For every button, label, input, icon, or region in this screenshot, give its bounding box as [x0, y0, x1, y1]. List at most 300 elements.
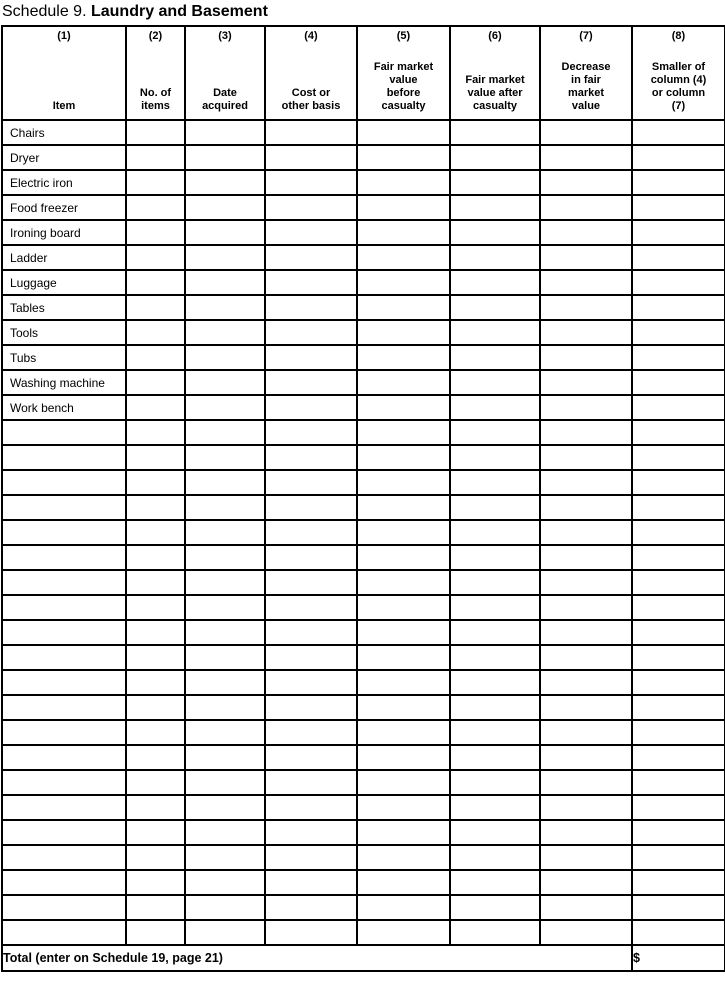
entry-cell-fmv-after-casualty[interactable] — [450, 470, 540, 495]
entry-cell-fmv-after-casualty[interactable] — [450, 120, 540, 145]
entry-cell-smaller-of-col4-or-col7[interactable] — [632, 170, 725, 195]
entry-cell-fmv-before-casualty[interactable] — [357, 470, 450, 495]
entry-cell-decrease-in-fmv[interactable] — [540, 870, 632, 895]
item-entry-cell[interactable] — [2, 670, 126, 695]
entry-cell-date-acquired[interactable] — [185, 345, 265, 370]
item-row — [2, 270, 725, 295]
entry-cell-cost-or-other-basis[interactable] — [265, 345, 357, 370]
entry-cell-no-of-items[interactable] — [126, 895, 185, 920]
column-number: (4) — [304, 30, 318, 42]
entry-cell-fmv-before-casualty[interactable] — [357, 620, 450, 645]
item-entry-cell[interactable] — [2, 470, 126, 495]
entry-cell-date-acquired[interactable] — [185, 370, 265, 395]
entry-cell-date-acquired[interactable] — [185, 270, 265, 295]
entry-cell-fmv-after-casualty[interactable] — [450, 195, 540, 220]
entry-cell-smaller-of-col4-or-col7[interactable] — [632, 745, 725, 770]
entry-cell-fmv-before-casualty[interactable] — [357, 695, 450, 720]
entry-cell-fmv-after-casualty[interactable] — [450, 445, 540, 470]
entry-cell-smaller-of-col4-or-col7[interactable] — [632, 470, 725, 495]
column-label-line: casualty — [381, 100, 426, 112]
item-entry-cell[interactable] — [2, 695, 126, 720]
item-entry-cell[interactable] — [2, 820, 126, 845]
entry-cell-cost-or-other-basis[interactable] — [265, 895, 357, 920]
entry-cell-cost-or-other-basis[interactable] — [265, 270, 357, 295]
entry-cell-fmv-after-casualty[interactable] — [450, 270, 540, 295]
item-entry-cell[interactable] — [2, 520, 126, 545]
entry-cell-fmv-after-casualty[interactable] — [450, 720, 540, 745]
entry-cell-date-acquired[interactable] — [185, 820, 265, 845]
item-entry-cell[interactable] — [2, 495, 126, 520]
entry-cell-smaller-of-col4-or-col7[interactable] — [632, 920, 725, 945]
entry-cell-decrease-in-fmv[interactable] — [540, 720, 632, 745]
entry-cell-fmv-before-casualty[interactable] — [357, 870, 450, 895]
entry-cell-no-of-items[interactable] — [126, 220, 185, 245]
entry-cell-cost-or-other-basis[interactable] — [265, 720, 357, 745]
entry-cell-fmv-after-casualty[interactable] — [450, 595, 540, 620]
column-label — [282, 87, 341, 113]
entry-cell-no-of-items[interactable] — [126, 195, 185, 220]
entry-cell-date-acquired[interactable] — [185, 770, 265, 795]
entry-cell-cost-or-other-basis[interactable] — [265, 395, 357, 420]
entry-cell-no-of-items[interactable] — [126, 445, 185, 470]
entry-cell-fmv-before-casualty[interactable] — [357, 495, 450, 520]
entry-cell-no-of-items[interactable] — [126, 520, 185, 545]
entry-cell-smaller-of-col4-or-col7[interactable] — [632, 695, 725, 720]
entry-cell-no-of-items[interactable] — [126, 570, 185, 595]
entry-cell-decrease-in-fmv[interactable] — [540, 170, 632, 195]
entry-cell-fmv-after-casualty[interactable] — [450, 545, 540, 570]
blank-row — [2, 520, 725, 545]
entry-cell-fmv-after-casualty[interactable] — [450, 870, 540, 895]
entry-cell-fmv-before-casualty[interactable] — [357, 545, 450, 570]
entry-cell-fmv-before-casualty[interactable] — [357, 920, 450, 945]
column-number: (3) — [218, 30, 232, 42]
entry-cell-date-acquired[interactable] — [185, 445, 265, 470]
entry-cell-no-of-items[interactable] — [126, 845, 185, 870]
entry-cell-decrease-in-fmv[interactable] — [540, 595, 632, 620]
entry-cell-no-of-items[interactable] — [126, 470, 185, 495]
entry-cell-date-acquired[interactable] — [185, 120, 265, 145]
entry-cell-smaller-of-col4-or-col7[interactable] — [632, 245, 725, 270]
entry-cell-no-of-items[interactable] — [126, 645, 185, 670]
entry-cell-smaller-of-col4-or-col7[interactable] — [632, 145, 725, 170]
item-row — [2, 195, 725, 220]
entry-cell-decrease-in-fmv[interactable] — [540, 545, 632, 570]
entry-cell-date-acquired[interactable] — [185, 870, 265, 895]
entry-cell-decrease-in-fmv[interactable] — [540, 770, 632, 795]
entry-cell-decrease-in-fmv[interactable] — [540, 795, 632, 820]
entry-cell-smaller-of-col4-or-col7[interactable] — [632, 595, 725, 620]
entry-cell-cost-or-other-basis[interactable] — [265, 370, 357, 395]
entry-cell-date-acquired[interactable] — [185, 220, 265, 245]
item-entry-cell[interactable] — [2, 845, 126, 870]
entry-cell-fmv-after-casualty[interactable] — [450, 520, 540, 545]
entry-cell-smaller-of-col4-or-col7[interactable] — [632, 795, 725, 820]
entry-cell-cost-or-other-basis[interactable] — [265, 120, 357, 145]
entry-cell-no-of-items[interactable] — [126, 670, 185, 695]
entry-cell-cost-or-other-basis[interactable] — [265, 520, 357, 545]
entry-cell-smaller-of-col4-or-col7[interactable] — [632, 670, 725, 695]
entry-cell-no-of-items[interactable] — [126, 795, 185, 820]
entry-cell-cost-or-other-basis[interactable] — [265, 695, 357, 720]
entry-cell-decrease-in-fmv[interactable] — [540, 495, 632, 520]
item-entry-cell[interactable] — [2, 545, 126, 570]
entry-cell-fmv-before-casualty[interactable] — [357, 395, 450, 420]
column-label-line: value after — [467, 87, 523, 99]
item-entry-cell[interactable] — [2, 795, 126, 820]
entry-cell-smaller-of-col4-or-col7[interactable] — [632, 545, 725, 570]
item-name: Dryer — [2, 145, 126, 170]
entry-cell-no-of-items[interactable] — [126, 170, 185, 195]
entry-cell-no-of-items[interactable] — [126, 295, 185, 320]
entry-cell-date-acquired[interactable] — [185, 495, 265, 520]
entry-cell-no-of-items[interactable] — [126, 395, 185, 420]
entry-cell-cost-or-other-basis[interactable] — [265, 245, 357, 270]
entry-cell-smaller-of-col4-or-col7[interactable] — [632, 895, 725, 920]
entry-cell-decrease-in-fmv[interactable] — [540, 445, 632, 470]
entry-cell-date-acquired[interactable] — [185, 895, 265, 920]
entry-cell-fmv-after-casualty[interactable] — [450, 795, 540, 820]
entry-cell-fmv-before-casualty[interactable] — [357, 570, 450, 595]
entry-cell-no-of-items[interactable] — [126, 595, 185, 620]
page-title — [0, 0, 725, 25]
column-header-smaller-of-col4-or-col7 — [632, 26, 725, 120]
entry-cell-fmv-before-casualty[interactable] — [357, 270, 450, 295]
item-entry-cell[interactable] — [2, 595, 126, 620]
entry-cell-fmv-before-casualty[interactable] — [357, 295, 450, 320]
entry-cell-fmv-before-casualty[interactable] — [357, 645, 450, 670]
item-entry-cell[interactable] — [2, 620, 126, 645]
entry-cell-smaller-of-col4-or-col7[interactable] — [632, 320, 725, 345]
entry-cell-fmv-before-casualty[interactable] — [357, 320, 450, 345]
entry-cell-cost-or-other-basis[interactable] — [265, 420, 357, 445]
item-entry-cell[interactable] — [2, 870, 126, 895]
entry-cell-cost-or-other-basis[interactable] — [265, 620, 357, 645]
entry-cell-fmv-before-casualty[interactable] — [357, 720, 450, 745]
entry-cell-decrease-in-fmv[interactable] — [540, 245, 632, 270]
entry-cell-cost-or-other-basis[interactable] — [265, 545, 357, 570]
entry-cell-date-acquired[interactable] — [185, 395, 265, 420]
entry-cell-decrease-in-fmv[interactable] — [540, 420, 632, 445]
entry-cell-fmv-before-casualty[interactable] — [357, 345, 450, 370]
entry-cell-decrease-in-fmv[interactable] — [540, 620, 632, 645]
entry-cell-smaller-of-col4-or-col7[interactable] — [632, 120, 725, 145]
entry-cell-decrease-in-fmv[interactable] — [540, 145, 632, 170]
entry-cell-cost-or-other-basis[interactable] — [265, 295, 357, 320]
entry-cell-date-acquired[interactable] — [185, 745, 265, 770]
entry-cell-fmv-before-casualty[interactable] — [357, 820, 450, 845]
entry-cell-no-of-items[interactable] — [126, 720, 185, 745]
entry-cell-fmv-after-casualty[interactable] — [450, 820, 540, 845]
column-label-line: No. of — [139, 87, 172, 99]
column-number: (8) — [671, 30, 686, 42]
schedule-table — [1, 25, 725, 972]
entry-cell-fmv-before-casualty[interactable] — [357, 445, 450, 470]
entry-cell-smaller-of-col4-or-col7[interactable] — [632, 445, 725, 470]
entry-cell-cost-or-other-basis[interactable] — [265, 795, 357, 820]
entry-cell-decrease-in-fmv[interactable] — [540, 695, 632, 720]
entry-cell-cost-or-other-basis[interactable] — [265, 845, 357, 870]
blank-row — [2, 595, 725, 620]
entry-cell-fmv-after-casualty[interactable] — [450, 370, 540, 395]
entry-cell-smaller-of-col4-or-col7[interactable] — [632, 395, 725, 420]
entry-cell-smaller-of-col4-or-col7[interactable] — [632, 295, 725, 320]
item-entry-cell[interactable] — [2, 920, 126, 945]
entry-cell-fmv-after-casualty[interactable] — [450, 770, 540, 795]
entry-cell-cost-or-other-basis[interactable] — [265, 145, 357, 170]
entry-cell-fmv-before-casualty[interactable] — [357, 420, 450, 445]
entry-cell-date-acquired[interactable] — [185, 595, 265, 620]
entry-cell-date-acquired[interactable] — [185, 695, 265, 720]
entry-cell-no-of-items[interactable] — [126, 820, 185, 845]
entry-cell-date-acquired[interactable] — [185, 620, 265, 645]
column-label-line: casualty — [472, 100, 518, 112]
entry-cell-date-acquired[interactable] — [185, 245, 265, 270]
entry-cell-decrease-in-fmv[interactable] — [540, 345, 632, 370]
column-label-line: value — [571, 100, 601, 112]
entry-cell-cost-or-other-basis[interactable] — [265, 670, 357, 695]
entry-cell-fmv-before-casualty[interactable] — [357, 370, 450, 395]
blank-row — [2, 645, 725, 670]
entry-cell-fmv-after-casualty[interactable] — [450, 620, 540, 645]
entry-cell-date-acquired[interactable] — [185, 920, 265, 945]
item-name: Tools — [2, 320, 126, 345]
item-name: Electric iron — [2, 170, 126, 195]
entry-cell-fmv-after-casualty[interactable] — [450, 895, 540, 920]
entry-cell-fmv-before-casualty[interactable] — [357, 770, 450, 795]
item-row — [2, 295, 725, 320]
item-row — [2, 145, 725, 170]
entry-cell-fmv-after-casualty[interactable] — [450, 395, 540, 420]
entry-cell-cost-or-other-basis[interactable] — [265, 570, 357, 595]
entry-cell-cost-or-other-basis[interactable] — [265, 920, 357, 945]
entry-cell-fmv-after-casualty[interactable] — [450, 645, 540, 670]
entry-cell-no-of-items[interactable] — [126, 920, 185, 945]
entry-cell-date-acquired[interactable] — [185, 520, 265, 545]
blank-row — [2, 845, 725, 870]
entry-cell-decrease-in-fmv[interactable] — [540, 645, 632, 670]
item-row — [2, 245, 725, 270]
entry-cell-smaller-of-col4-or-col7[interactable] — [632, 720, 725, 745]
entry-cell-fmv-after-casualty[interactable] — [450, 420, 540, 445]
entry-cell-smaller-of-col4-or-col7[interactable] — [632, 770, 725, 795]
entry-cell-decrease-in-fmv[interactable] — [540, 920, 632, 945]
entry-cell-fmv-before-casualty[interactable] — [357, 520, 450, 545]
entry-cell-date-acquired[interactable] — [185, 295, 265, 320]
entry-cell-cost-or-other-basis[interactable] — [265, 445, 357, 470]
entry-cell-no-of-items[interactable] — [126, 370, 185, 395]
column-number: (5) — [396, 30, 411, 42]
entry-cell-fmv-after-casualty[interactable] — [450, 220, 540, 245]
entry-cell-decrease-in-fmv[interactable] — [540, 370, 632, 395]
total-amount-cell[interactable] — [632, 945, 725, 971]
item-entry-cell[interactable] — [2, 570, 126, 595]
entry-cell-decrease-in-fmv[interactable] — [540, 270, 632, 295]
entry-cell-cost-or-other-basis[interactable] — [265, 470, 357, 495]
entry-cell-fmv-before-casualty[interactable] — [357, 120, 450, 145]
entry-cell-smaller-of-col4-or-col7[interactable] — [632, 870, 725, 895]
entry-cell-fmv-after-casualty[interactable] — [450, 245, 540, 270]
entry-cell-decrease-in-fmv[interactable] — [540, 820, 632, 845]
entry-cell-cost-or-other-basis[interactable] — [265, 820, 357, 845]
entry-cell-fmv-after-casualty[interactable] — [450, 145, 540, 170]
column-label — [374, 61, 433, 113]
column-label-line: (7) — [671, 100, 686, 112]
entry-cell-cost-or-other-basis[interactable] — [265, 770, 357, 795]
entry-cell-no-of-items[interactable] — [126, 120, 185, 145]
entry-cell-cost-or-other-basis[interactable] — [265, 220, 357, 245]
entry-cell-cost-or-other-basis[interactable] — [265, 170, 357, 195]
entry-cell-no-of-items[interactable] — [126, 495, 185, 520]
entry-cell-no-of-items[interactable] — [126, 145, 185, 170]
column-number: (6) — [488, 30, 502, 42]
total-row — [2, 945, 725, 971]
entry-cell-fmv-before-casualty[interactable] — [357, 895, 450, 920]
entry-cell-date-acquired[interactable] — [185, 795, 265, 820]
blank-row — [2, 470, 725, 495]
column-number: (1) — [57, 30, 71, 42]
item-name: Chairs — [2, 120, 126, 145]
entry-cell-smaller-of-col4-or-col7[interactable] — [632, 195, 725, 220]
item-entry-cell[interactable] — [2, 420, 126, 445]
entry-cell-fmv-after-casualty[interactable] — [450, 320, 540, 345]
item-entry-cell[interactable] — [2, 720, 126, 745]
entry-cell-no-of-items[interactable] — [126, 345, 185, 370]
entry-cell-smaller-of-col4-or-col7[interactable] — [632, 270, 725, 295]
entry-cell-fmv-after-casualty[interactable] — [450, 345, 540, 370]
entry-cell-no-of-items[interactable] — [126, 870, 185, 895]
entry-cell-smaller-of-col4-or-col7[interactable] — [632, 345, 725, 370]
entry-cell-fmv-before-casualty[interactable] — [357, 745, 450, 770]
entry-cell-decrease-in-fmv[interactable] — [540, 845, 632, 870]
column-header-fmv-after-casualty — [450, 26, 540, 120]
entry-cell-no-of-items[interactable] — [126, 620, 185, 645]
entry-cell-decrease-in-fmv[interactable] — [540, 195, 632, 220]
entry-cell-date-acquired[interactable] — [185, 145, 265, 170]
entry-cell-cost-or-other-basis[interactable] — [265, 745, 357, 770]
entry-cell-fmv-after-casualty[interactable] — [450, 670, 540, 695]
entry-cell-fmv-after-casualty[interactable] — [450, 745, 540, 770]
entry-cell-decrease-in-fmv[interactable] — [540, 120, 632, 145]
entry-cell-cost-or-other-basis[interactable] — [265, 320, 357, 345]
entry-cell-decrease-in-fmv[interactable] — [540, 470, 632, 495]
entry-cell-decrease-in-fmv[interactable] — [540, 320, 632, 345]
item-entry-cell[interactable] — [2, 445, 126, 470]
entry-cell-decrease-in-fmv[interactable] — [540, 395, 632, 420]
entry-cell-cost-or-other-basis[interactable] — [265, 595, 357, 620]
entry-cell-fmv-after-casualty[interactable] — [450, 695, 540, 720]
entry-cell-no-of-items[interactable] — [126, 420, 185, 445]
entry-cell-date-acquired[interactable] — [185, 670, 265, 695]
item-entry-cell[interactable] — [2, 745, 126, 770]
entry-cell-smaller-of-col4-or-col7[interactable] — [632, 820, 725, 845]
entry-cell-no-of-items[interactable] — [126, 770, 185, 795]
blank-row — [2, 495, 725, 520]
entry-cell-fmv-before-casualty[interactable] — [357, 195, 450, 220]
entry-cell-decrease-in-fmv[interactable] — [540, 895, 632, 920]
entry-cell-fmv-before-casualty[interactable] — [357, 170, 450, 195]
schedule-number: Schedule 9. — [2, 3, 87, 20]
entry-cell-cost-or-other-basis[interactable] — [265, 195, 357, 220]
entry-cell-date-acquired[interactable] — [185, 720, 265, 745]
entry-cell-fmv-before-casualty[interactable] — [357, 845, 450, 870]
entry-cell-smaller-of-col4-or-col7[interactable] — [632, 620, 725, 645]
entry-cell-date-acquired[interactable] — [185, 320, 265, 345]
entry-cell-smaller-of-col4-or-col7[interactable] — [632, 370, 725, 395]
entry-cell-no-of-items[interactable] — [126, 320, 185, 345]
entry-cell-date-acquired[interactable] — [185, 645, 265, 670]
blank-row — [2, 895, 725, 920]
entry-cell-smaller-of-col4-or-col7[interactable] — [632, 520, 725, 545]
entry-cell-fmv-after-casualty[interactable] — [450, 495, 540, 520]
blank-row — [2, 745, 725, 770]
blank-row — [2, 620, 725, 645]
entry-cell-fmv-after-casualty[interactable] — [450, 920, 540, 945]
entry-cell-decrease-in-fmv[interactable] — [540, 520, 632, 545]
entry-cell-fmv-after-casualty[interactable] — [450, 170, 540, 195]
entry-cell-date-acquired[interactable] — [185, 420, 265, 445]
entry-cell-fmv-before-casualty[interactable] — [357, 245, 450, 270]
entry-cell-smaller-of-col4-or-col7[interactable] — [632, 220, 725, 245]
entry-cell-cost-or-other-basis[interactable] — [265, 495, 357, 520]
entry-cell-fmv-after-casualty[interactable] — [450, 845, 540, 870]
entry-cell-decrease-in-fmv[interactable] — [540, 220, 632, 245]
entry-cell-date-acquired[interactable] — [185, 845, 265, 870]
entry-cell-date-acquired[interactable] — [185, 170, 265, 195]
entry-cell-no-of-items[interactable] — [126, 270, 185, 295]
column-label — [202, 87, 248, 113]
item-row — [2, 220, 725, 245]
column-label-line: column (4) — [650, 74, 707, 86]
entry-cell-smaller-of-col4-or-col7[interactable] — [632, 645, 725, 670]
blank-row — [2, 870, 725, 895]
entry-cell-smaller-of-col4-or-col7[interactable] — [632, 570, 725, 595]
entry-cell-decrease-in-fmv[interactable] — [540, 745, 632, 770]
item-name: Tubs — [2, 345, 126, 370]
entry-cell-cost-or-other-basis[interactable] — [265, 645, 357, 670]
item-entry-cell[interactable] — [2, 895, 126, 920]
entry-cell-fmv-after-casualty[interactable] — [450, 295, 540, 320]
item-entry-cell[interactable] — [2, 770, 126, 795]
entry-cell-smaller-of-col4-or-col7[interactable] — [632, 420, 725, 445]
entry-cell-date-acquired[interactable] — [185, 545, 265, 570]
entry-cell-decrease-in-fmv[interactable] — [540, 295, 632, 320]
entry-cell-date-acquired[interactable] — [185, 195, 265, 220]
entry-cell-no-of-items[interactable] — [126, 545, 185, 570]
entry-cell-date-acquired[interactable] — [185, 570, 265, 595]
entry-cell-smaller-of-col4-or-col7[interactable] — [632, 845, 725, 870]
entry-cell-fmv-before-casualty[interactable] — [357, 220, 450, 245]
entry-cell-fmv-after-casualty[interactable] — [450, 570, 540, 595]
entry-cell-fmv-before-casualty[interactable] — [357, 795, 450, 820]
item-entry-cell[interactable] — [2, 645, 126, 670]
entry-cell-decrease-in-fmv[interactable] — [540, 670, 632, 695]
entry-cell-no-of-items[interactable] — [126, 745, 185, 770]
blank-row — [2, 795, 725, 820]
column-header-decrease-in-fmv — [540, 26, 632, 120]
entry-cell-fmv-before-casualty[interactable] — [357, 670, 450, 695]
entry-cell-fmv-before-casualty[interactable] — [357, 595, 450, 620]
column-label-line: before — [386, 87, 421, 99]
entry-cell-smaller-of-col4-or-col7[interactable] — [632, 495, 725, 520]
entry-cell-no-of-items[interactable] — [126, 245, 185, 270]
entry-cell-decrease-in-fmv[interactable] — [540, 570, 632, 595]
entry-cell-no-of-items[interactable] — [126, 695, 185, 720]
column-label-line: items — [141, 100, 170, 112]
entry-cell-cost-or-other-basis[interactable] — [265, 870, 357, 895]
entry-cell-date-acquired[interactable] — [185, 470, 265, 495]
entry-cell-fmv-before-casualty[interactable] — [357, 145, 450, 170]
